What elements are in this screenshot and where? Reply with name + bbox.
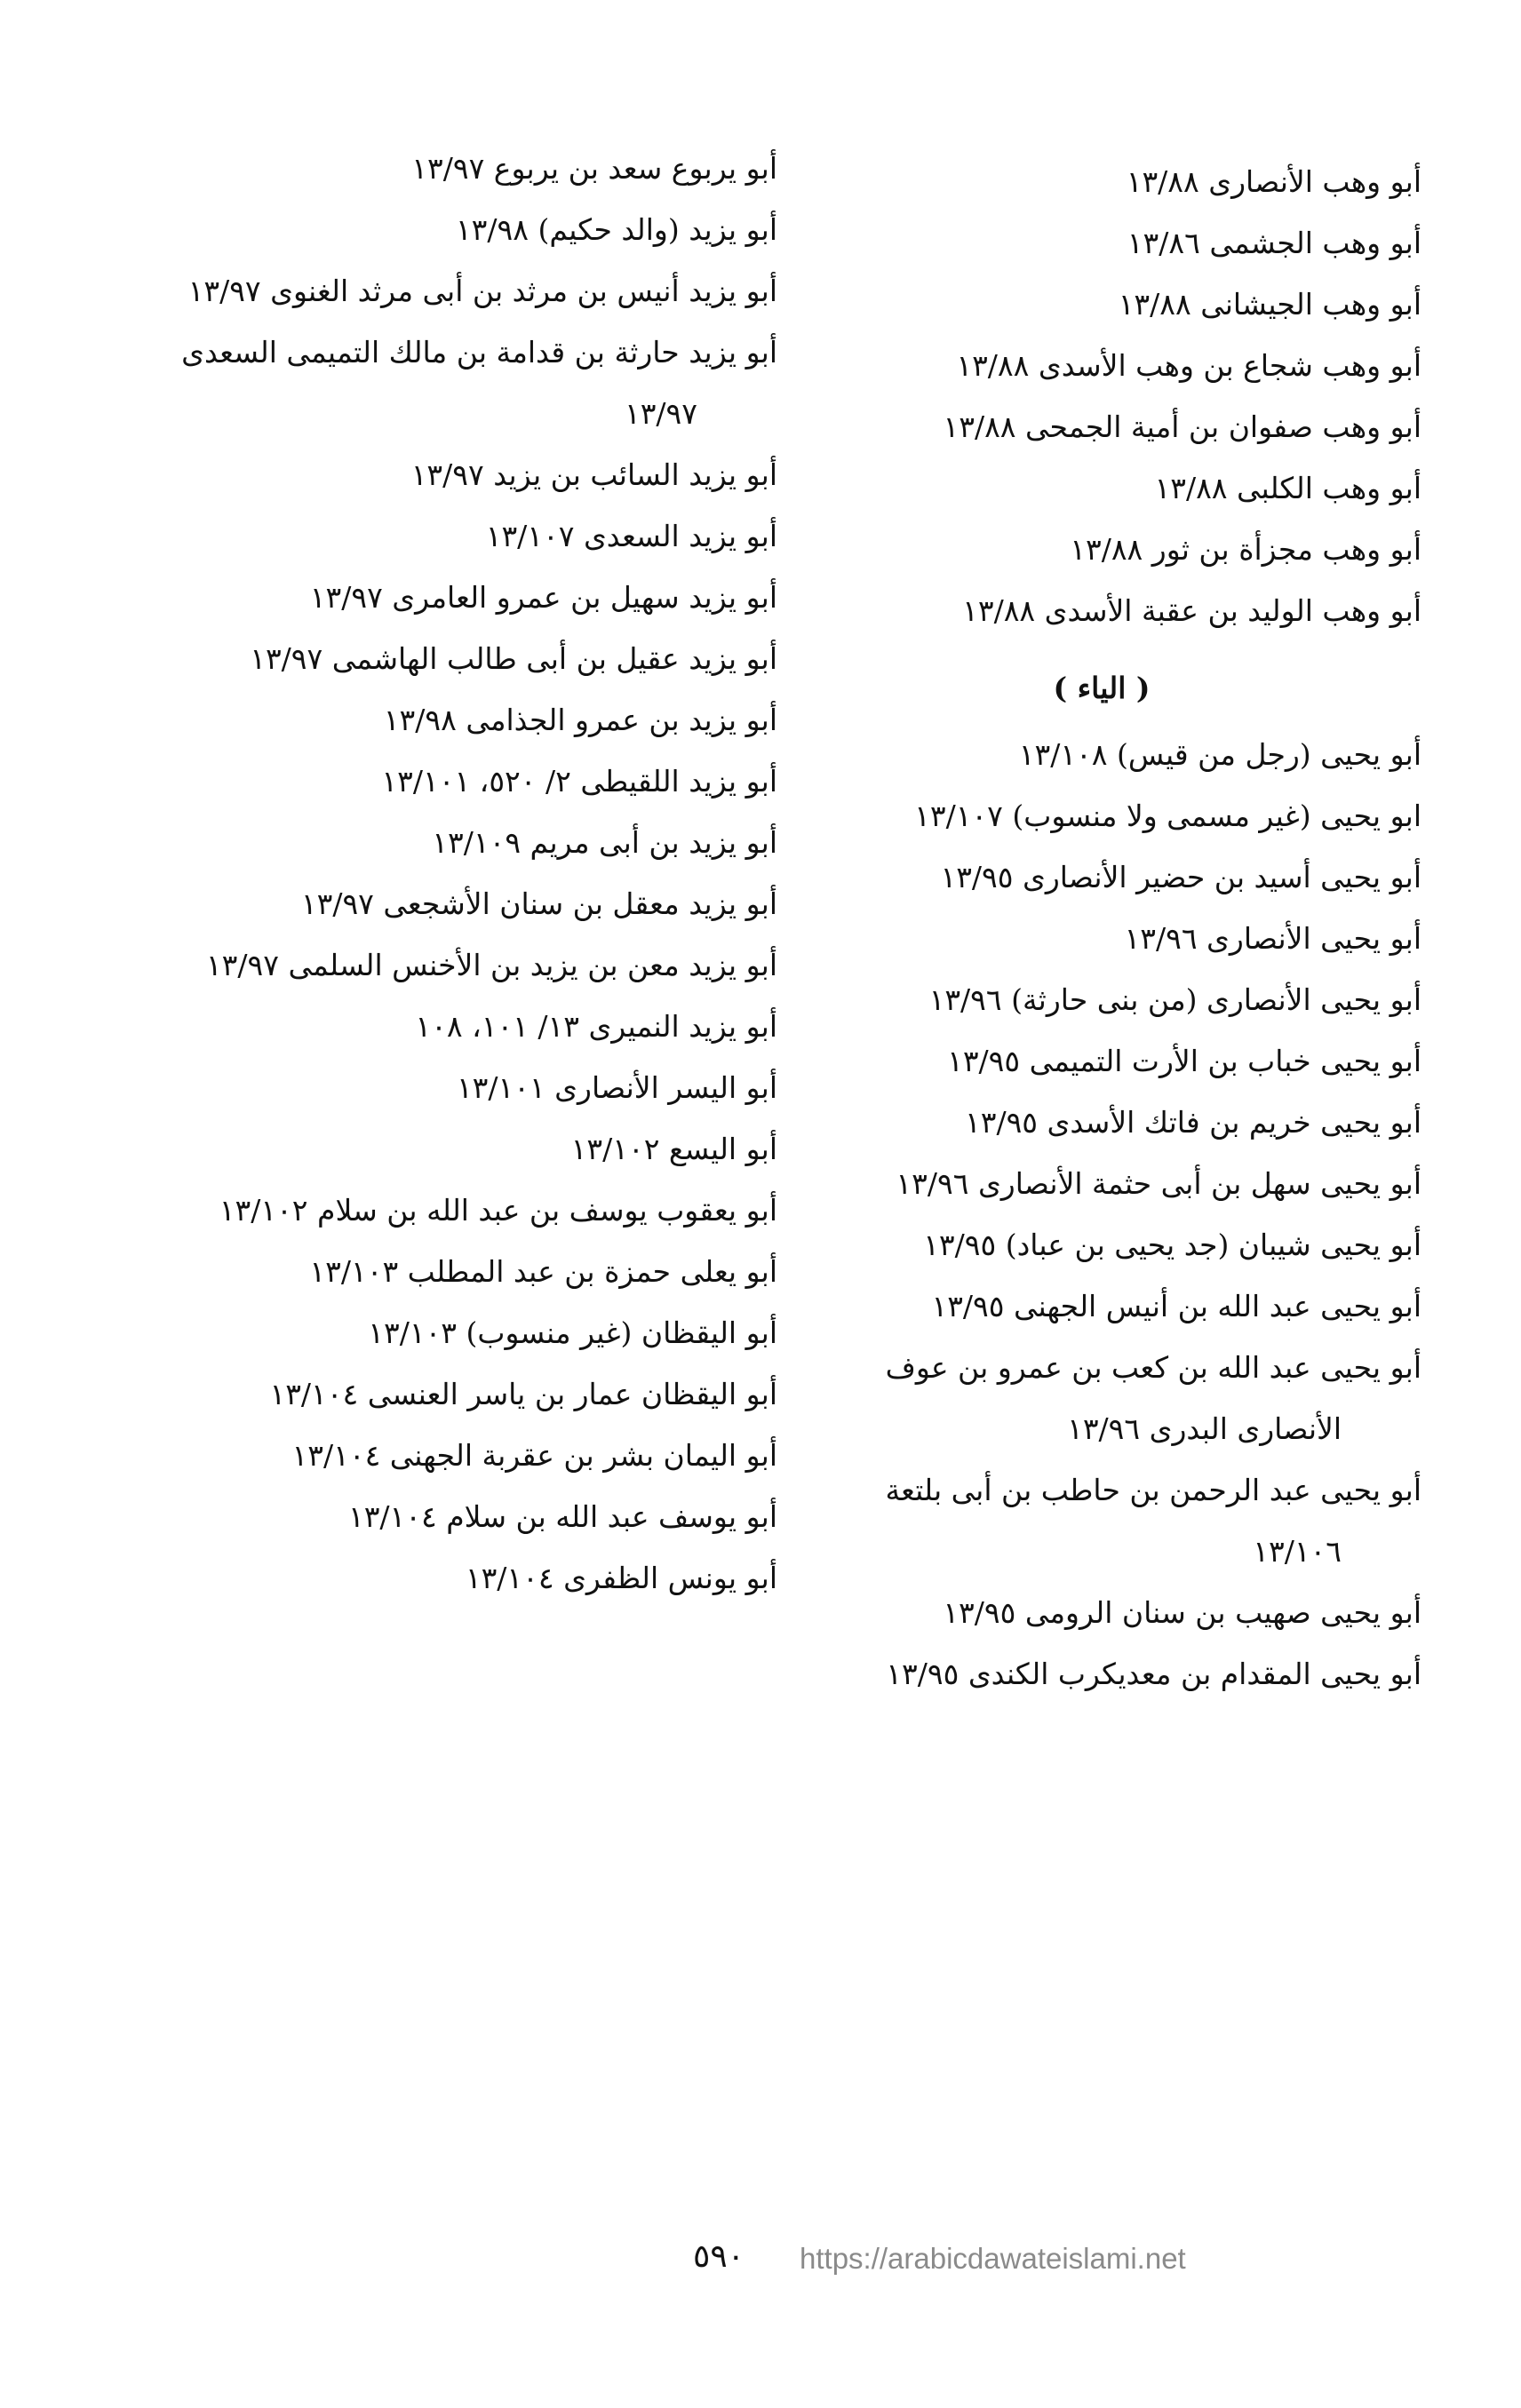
page-footer xyxy=(693,2238,1368,2283)
index-entry: أبو اليمان بشر بن عقربة الجهنى ١٣/١٠٤ xyxy=(291,1438,777,1473)
index-entry: أبو يحيى (رجل من قيس) ١٣/١٠٨ xyxy=(1018,737,1421,772)
index-entry: أبو وهب صفوان بن أمية الجمحى ١٣/٨٨ xyxy=(943,409,1421,444)
index-entry: أبو يحيى الأنصارى ١٣/٩٦ xyxy=(1124,921,1421,956)
index-entry: أبو وهب مجزأة بن ثور ١٣/٨٨ xyxy=(1070,532,1421,567)
index-entry: أبو يحيى خريم بن فاتك الأسدى ١٣/٩٥ xyxy=(965,1105,1421,1140)
index-entry-wrapped xyxy=(142,322,777,444)
left-index-column xyxy=(142,138,777,1609)
entry-line: أبو يزيد حارثة بن قدامة بن مالك التميمى السعدى xyxy=(181,335,777,370)
index-entry: أبو يزيد السائب بن يزيد ١٣/٩٧ xyxy=(410,457,777,492)
page-number: ٥٩٠ xyxy=(693,2238,745,2275)
index-entry: أبو وهب الجيشانى ١٣/٨٨ xyxy=(1118,287,1421,322)
index-entry: أبو وهب شجاع بن وهب الأسدى ١٣/٨٨ xyxy=(956,348,1421,383)
index-entry: أبو اليقظان (غير منسوب) ١٣/١٠٣ xyxy=(368,1315,777,1350)
index-entry: أبو اليقظان عمار بن ياسر العنسى ١٣/١٠٤ xyxy=(269,1377,777,1411)
index-entry: أبو يزيد سهيل بن عمرو العامرى ١٣/٩٧ xyxy=(309,580,777,615)
index-entry: أبو يحيى سهل بن أبى حثمة الأنصارى ١٣/٩٦ xyxy=(896,1166,1421,1201)
index-entry: أبو يزيد بن أبى مريم ١٣/١٠٩ xyxy=(432,825,777,860)
section-heading: ( الياء ) xyxy=(1053,671,1151,705)
index-entry: أبو وهب الجشمى ١٣/٨٦ xyxy=(1127,226,1421,260)
index-entry: أبو يزيد اللقيطى ٢/ ٥٢٠، ١٣/١٠١ xyxy=(381,764,777,799)
index-entry: أبو يحيى شيبان (جد يحيى بن عباد) ١٣/٩٥ xyxy=(923,1228,1421,1262)
index-entry: أبو يونس الظفرى ١٣/١٠٤ xyxy=(465,1561,777,1595)
index-entry: ابو يحيى (غير مسمى ولا منسوب) ١٣/١٠٧ xyxy=(914,799,1421,833)
index-entry: أبو يزيد أنيس بن مرثد بن أبى مرثد الغنوى ١٣/٩٧ xyxy=(187,274,777,308)
index-entry: أبو اليسع ١٣/١٠٢ xyxy=(570,1132,777,1166)
index-entry: أبو وهب الأنصارى ١٣/٨٨ xyxy=(1126,164,1421,199)
entry-continuation: الأنصارى البدرى ١٣/٩٦ xyxy=(1067,1411,1342,1446)
index-entry: أبو يعلى حمزة بن عبد المطلب ١٣/١٠٣ xyxy=(309,1254,777,1289)
index-entry: أبو يزيد (والد حكيم) ١٣/٩٨ xyxy=(455,212,777,247)
index-entry: أبو يحيى خباب بن الأرت التميمى ١٣/٩٥ xyxy=(947,1044,1421,1078)
index-entry: أبو وهب الكلبى ١٣/٨٨ xyxy=(1154,471,1421,505)
index-entry: أبو يزيد السعدى ١٣/١٠٧ xyxy=(485,519,777,553)
index-entry: أبو يربوع سعد بن يربوع ١٣/٩٧ xyxy=(411,151,777,186)
index-entry: أبو يعقوب يوسف بن عبد الله بن سلام ١٣/١٠٢ xyxy=(219,1193,777,1228)
index-entry: أبو يوسف عبد الله بن سلام ١٣/١٠٤ xyxy=(347,1499,777,1534)
entry-continuation: ١٣/١٠٦ xyxy=(1253,1534,1342,1569)
index-entry: أبو يزيد النميرى ١٣/ ١٠١، ١٠٨ xyxy=(415,1009,777,1044)
entry-line: أبو يحيى عبد الله بن كعب بن عمرو بن عوف xyxy=(885,1350,1421,1385)
index-entry: أبو يزيد عقيل بن أبى طالب الهاشمى ١٣/٩٧ xyxy=(250,641,777,676)
watermark-url: https://arabicdawateislami.net xyxy=(800,2242,1186,2275)
entry-continuation: ١٣/٩٧ xyxy=(624,396,697,431)
entry-line: أبو يحيى عبد الرحمن بن حاطب بن أبى بلتعة xyxy=(885,1473,1421,1507)
index-entry: أبو يحيى الأنصارى (من بنى حارثة) ١٣/٩٦ xyxy=(928,982,1421,1017)
index-entry: أبو يزيد بن عمرو الجذامى ١٣/٩٨ xyxy=(383,703,777,737)
right-index-column xyxy=(782,151,1421,1705)
index-entry: أبو يزيد معقل بن سنان الأشجعى ١٣/٩٧ xyxy=(300,886,777,921)
index-entry: أبو يحيى أسيد بن حضير الأنصارى ١٣/٩٥ xyxy=(940,860,1421,894)
index-entry-wrapped xyxy=(782,1459,1421,1582)
index-entry: أبو اليسر الأنصارى ١٣/١٠١ xyxy=(456,1070,777,1105)
index-entry-wrapped xyxy=(782,1337,1421,1459)
index-entry: أبو يحيى عبد الله بن أنيس الجهنى ١٣/٩٥ xyxy=(931,1289,1421,1323)
index-entry: أبو يزيد معن بن يزيد بن الأخنس السلمى ١٣/٩٧ xyxy=(205,948,777,982)
index-entry: أبو وهب الوليد بن عقبة الأسدى ١٣/٨٨ xyxy=(962,593,1421,628)
index-entry: أبو يحيى المقدام بن معديكرب الكندى ١٣/٩٥ xyxy=(886,1657,1421,1691)
index-entry: أبو يحيى صهيب بن سنان الرومى ١٣/٩٥ xyxy=(943,1595,1421,1630)
